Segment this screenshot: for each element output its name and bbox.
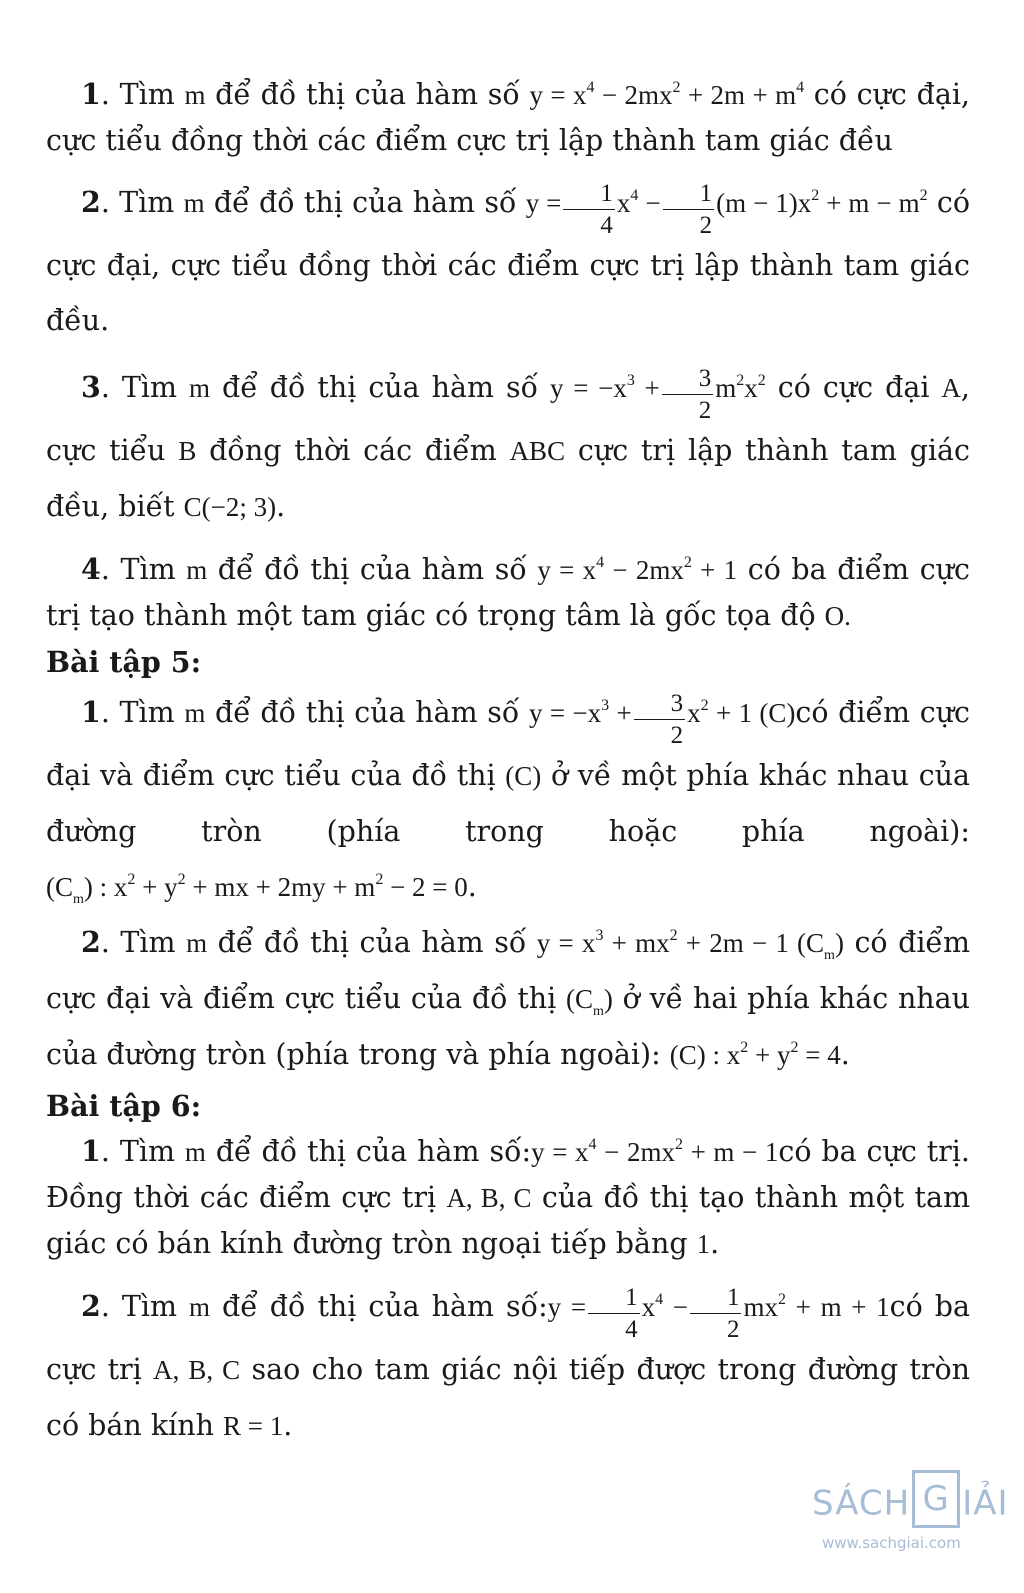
formula: $y = x^4 - 2mx^2 + 1$ (537, 554, 738, 585)
exercise-4-item-1: 1. Tìm m để đồ thị của hàm số $y = x^4 - 2mx^2 + 2m + m^4$ có cực đại, cực tiểu đồng thời các điểm cực trị lập thành tam giác đều (46, 77, 970, 157)
formula: (C) : $x^2 + y^2 = 4$ (669, 1039, 841, 1070)
watermark-url: www.sachgiai.com (822, 1534, 961, 1552)
exercise-4-item-4: 4. Tìm m để đồ thị của hàm số $y = x^4 - 2mx^2 + 1$ có ba điểm cực trị tạo thành một tam giác có trọng tâm là gốc tọa độ O. (46, 552, 971, 632)
document-page (46, 72, 970, 1454)
watermark-brand: SÁCH G IẢI (812, 1476, 1009, 1534)
section-heading-6: Bài tập 6: (46, 1089, 202, 1123)
formula: $y = x^3 + mx^2 + 2m - 1$ $(C_m)$ (536, 927, 844, 963)
formula: $y = -x^3$ + $\frac{3}{2}$ $x^2 + 1$ (C) (528, 690, 796, 749)
exercise-5-item-2: 2. Tìm m để đồ thị của hàm số $y = x^3 + mx^2 + 2m - 1$ $(C_m)$ có điểm cực đại và điểm cực tiểu của đồ thị $(C_m)$ ở về hai phía khác nhau của đường tròn (phía trong và phía ngoài): (C) : $x^2 + y^2 = 4$. (46, 925, 971, 1071)
exercise-6-item-1: 1. Tìm m để đồ thị của hàm số:y = $x^4 - 2mx^2 + m$ − 1có ba cực trị. Đồng thời các điểm cực trị A, B, C của đồ thị tạo thành một tam giác có bán kính đường tròn ngoại tiếp bằng 1. (46, 1134, 970, 1260)
exercise-5-item-1: 1. Tìm m để đồ thị của hàm số $y = -x^3$ + $\frac{3}{2}$ $x^2 + 1$ (C)có điểm cực đại và điểm cực tiểu của đồ thị (C) ở về một phía khác nhau của đường tròn (phía trong hoặc phía ngoài): $(C_m)$ : $x^2 + y^2$ + mx + $2my + m^2 - 2 = 0$. (46, 690, 971, 907)
watermark-logo (812, 1464, 1012, 1564)
formula: y = $\frac{1}{4}$ $x^4$ − $\frac{1}{2}$ $mx^2 + m + 1$ (547, 1284, 890, 1343)
exercise-4-item-3: 3. Tìm m để đồ thị của hàm số $y = -x^3$ + $\frac{3}{2}$ $m^2x^2$ có cực đại A, cực tiểu B đồng thời các điểm ABC cực trị lập thành tam giác đều, biết C(−2; 3). (46, 365, 971, 523)
section-heading-5: Bài tập 5: (46, 645, 202, 679)
formula: $(C_m)$ : $x^2 + y^2$ + mx + $2my + m^2 - 2 = 0$ (46, 871, 468, 907)
exercise-4-item-2: 2. Tìm m để đồ thị của hàm số y = $\frac{1}{4}$ $x^4$ − $\frac{1}{2}$ $(m - 1)x^2 + m - m^2$ có cực đại, cực tiểu đồng thời các điểm cực trị lập thành tam giác đều. (46, 180, 971, 337)
formula: y = $\frac{1}{4}$ $x^4$ − $\frac{1}{2}$ $(m - 1)x^2 + m - m^2$ (525, 180, 928, 239)
formula: $y = x^4 - 2mx^2 + m - 1$ (531, 1136, 779, 1167)
exercise-6-item-2: 2. Tìm m để đồ thị của hàm số:y = $\frac{1}{4}$ $x^4$ − $\frac{1}{2}$ $mx^2 + m$ + 1có ba cực trị A, B, C sao cho tam giác nội tiếp được trong đường tròn có bán kính R = 1. (46, 1284, 970, 1442)
formula: $y = x^4 - 2mx^2 + 2m + m^4$ (529, 79, 805, 110)
formula: $y = -x^3$ + $\frac{3}{2}$ $m^2x^2$ (550, 365, 766, 424)
